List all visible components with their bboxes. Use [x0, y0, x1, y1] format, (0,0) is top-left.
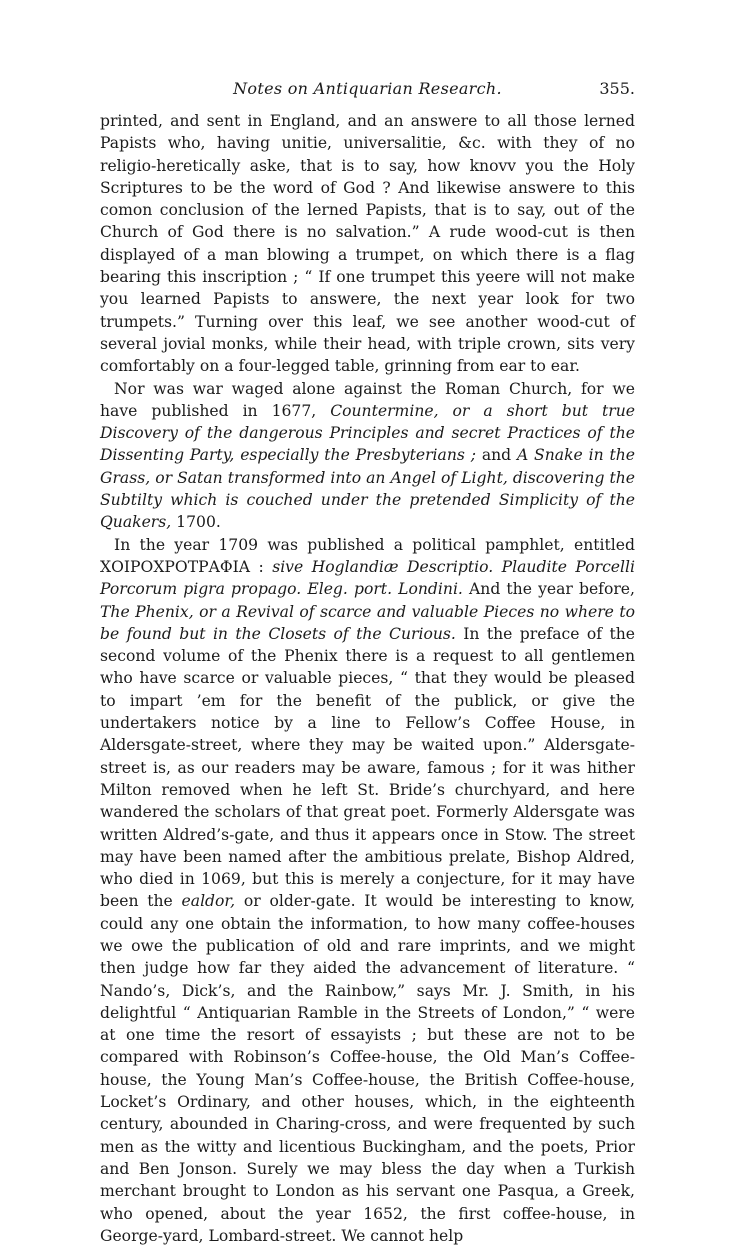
paragraph-2-text-1: Nor was war waged alone against the Roman Church, for we have published in 1677,	[100, 379, 635, 420]
word-ealdor: ealdor,	[181, 892, 236, 911]
paragraph-3	[100, 534, 635, 1247]
title-phenix: The Phenix, or a Revival of scarce and valuable Pieces no where to be found but in the Closets of the Curious.	[100, 602, 635, 643]
paragraph-2	[100, 378, 635, 534]
paragraph-2-text-3: 1700.	[171, 513, 221, 532]
paragraph-1-text: printed, and sent in England, and an answere to all those lerned Papists who, having unitie, universalitie, &c. with they of no religio-heretically aske, that is to say, how knovv you the Holy Scriptures to be the word of God ? And likewise answere to this comon conclusion of the lerned Papists, that is to say, out of the Church of God there is no salvation.” A rude wood-cut is then displayed of a man blowing a trumpet, on which there is a flag bearing this inscription ; “ If one trumpet this yeere will not make you learned Papists to answere, the next year look for two trumpets.” Turning over this leaf, we see another wood-cut of several jovial monks, while their head, with triple crown, sits very comfortably on a four-legged table, grinning from ear to ear.	[100, 112, 635, 376]
title-hoglandiae: sive Hoglandiæ Descriptio. Plaudite Porcelli Porcorum pigra propago. Eleg. port. Londini.	[100, 557, 635, 599]
body-text	[100, 110, 635, 1247]
book-page	[100, 0, 635, 1247]
running-title: Notes on Antiquarian Research.	[233, 79, 502, 98]
paragraph-3-text-2: And the year before,	[462, 580, 635, 599]
paragraph-3-text-3: In the preface of the second volume of the Phenix there is a request to all gentlemen who have scarce or valuable pieces, “ that they would be pleased to impart ’em for the benefit of the publick, or give the undertakers notice by a line to Fellow’s Coffee House, in Aldersgate-street, where they may be waited upon.” Aldersgate-street is, as our readers may be aware, famous ; for it was hither Milton removed when he left St. Bride’s churchyard, and here wandered the scholars of that great poet. Formerly Aldersgate was written Aldred’s-gate, and thus it appears once in Stow. The street may have been named after the ambitious prelate, Bishop Aldred, who died in 1069, but this is merely a conjecture, for it may have been the	[100, 624, 635, 911]
paragraph-2-text-2: and	[475, 446, 517, 465]
page-header	[100, 0, 635, 110]
page-number: 355.	[599, 79, 635, 98]
paragraph-3-text-1: In the year 1709 was published a political pamphlet, entitled ΧΟΙΡΟΧΡΟΤΡΑΦΙΑ :	[100, 535, 635, 576]
title-snake-in-the-grass: A Snake in the Grass, or Satan transformed into an Angel of Light, discovering the Subtilty which is couched under the pretended Simplicity of the Quakers,	[100, 446, 635, 532]
title-countermine: Countermine, or a short but true Discovery of the dangerous Principles and secret Practices of the Dissenting Party, especially the Presbyterians ;	[100, 401, 635, 465]
paragraph-1	[100, 110, 635, 378]
paragraph-3-text-4: or older-gate. It would be interesting to know, could any one obtain the information, to how many coffee-houses we owe the publication of old and rare imprints, and we might then judge how far they aided the advancement of literature. “ Nando’s, Dick’s, and the Rainbow,” says Mr. J. Smith, in his delightful “ Antiquarian Ramble in the Streets of London,” “ were at one time the resort of essayists ; but these are not to be compared with Robinson’s Coffee-house, the Old Man’s Coffee-house, the Young Man’s Coffee-house, the British Coffee-house, Locket’s Ordinary, and other houses, which, in the eighteenth century, abounded in Charing-cross, and were frequented by such men as the witty and licentious Buckingham, and the poets, Prior and Ben Jonson. Surely we may bless the day when a Turkish merchant brought to London as his servant one Pasqua, a Greek, who opened, about the year 1652, the first coffee-house, in George-yard, Lombard-street. We cannot help	[100, 892, 635, 1245]
